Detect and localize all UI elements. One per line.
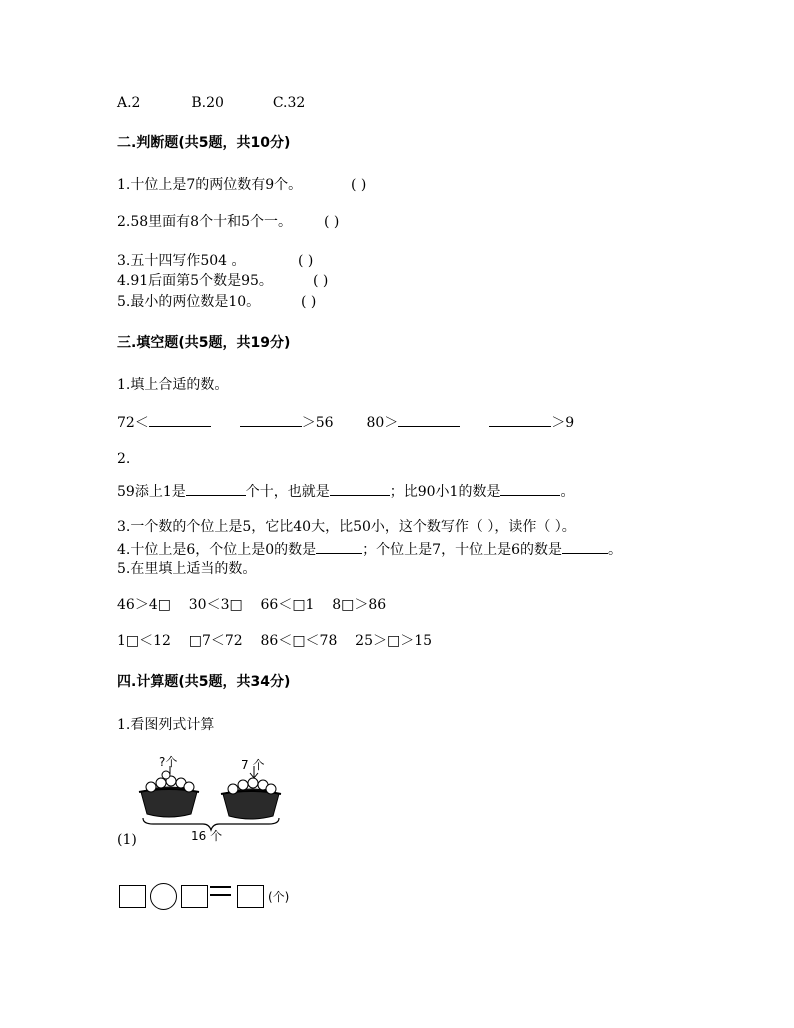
fill-q5-row1: 46＞4□ 30＜3□ 66＜□1 8□＞86: [117, 597, 387, 613]
fill-q2-part2: 个十，也就是: [245, 484, 330, 500]
fill-q1-a-label: 72＜: [117, 415, 149, 431]
calc-q1: 1.看图列式计算: [117, 717, 215, 733]
judge-item-1-paren: ( ): [351, 177, 367, 193]
fill-q5: 5.在里填上适当的数。: [117, 561, 257, 577]
fill-q4-part3: 。: [608, 542, 622, 558]
judge-item-2-text: 2.58里面有8个十和5个一。: [117, 214, 292, 230]
fill-q1: 1.填上合适的数。: [117, 377, 229, 393]
judge-item-3-paren: ( ): [298, 253, 314, 269]
section4-title: 四.计算题(共5题，共34分): [117, 674, 291, 690]
fill-q2-blank3[interactable]: [500, 481, 560, 496]
answer-box-3[interactable]: [237, 885, 264, 908]
judge-item-2-paren: ( ): [324, 214, 340, 230]
fill-q2-label: 2.: [117, 451, 131, 467]
left-count-label: ?个: [159, 755, 178, 769]
judge-item-3-text: 3.五十四写作504 。: [117, 253, 246, 269]
judge-item-4: [117, 272, 329, 290]
fill-q2-part3: ；比90小1的数是: [389, 484, 501, 500]
fill-q1-d-blank[interactable]: [489, 412, 551, 427]
fill-q1-b-blank[interactable]: [240, 412, 302, 427]
section3-title: 三.填空题(共5题，共19分): [117, 335, 291, 351]
fill-q4-blank2[interactable]: [562, 539, 608, 554]
fill-q1-c-label: 80＞: [366, 415, 399, 431]
choice-c: C.32: [272, 95, 306, 111]
fill-q4: [117, 539, 622, 559]
judge-item-2: [117, 213, 340, 231]
answer-box-2[interactable]: [181, 885, 208, 908]
unit-label: (个): [268, 890, 290, 904]
fill-q4-blank1[interactable]: [316, 539, 362, 554]
fill-q4-part2: ；个位上是7，十位上是6的数是: [362, 542, 562, 558]
section2-title: 二.判断题(共5题，共10分): [117, 135, 291, 151]
fill-q2-text: [117, 481, 574, 501]
fill-q1-a-blank[interactable]: [149, 412, 211, 427]
judge-item-5-paren: ( ): [301, 294, 317, 310]
judge-item-3: [117, 252, 314, 270]
fill-q4-part1: 4.十位上是6，个位上是0的数是: [117, 542, 317, 558]
judge-item-1-text: 1.十位上是7的两位数有9个。: [117, 177, 303, 193]
fill-q3: 3.一个数的个位上是5，它比40大，比50小，这个数写作（ ），读作（ ）。: [117, 519, 576, 535]
total-count-label: 16 个: [191, 829, 223, 843]
choices-row: [117, 94, 305, 112]
choice-a: A.2: [117, 95, 141, 111]
judge-item-4-paren: ( ): [313, 273, 329, 289]
fill-q1-b-label: ＞56: [301, 415, 334, 431]
fill-q5-row2: 1□＜12 □7＜72 86＜□＜78 25＞□＞15: [117, 633, 433, 649]
fill-q1-c-blank[interactable]: [398, 412, 460, 427]
right-basket-icon: [221, 766, 281, 819]
choice-b: B.20: [191, 95, 224, 111]
fill-q2-part4: 。: [560, 484, 575, 500]
fill-q1-row: [117, 412, 574, 432]
judge-item-5: [117, 293, 317, 311]
equals-sign-icon: [210, 886, 231, 898]
judge-item-5-text: 5.最小的两位数是10。: [117, 294, 261, 310]
judge-item-4-text: 4.91后面第5个数是95。: [117, 273, 273, 289]
fill-q1-d-label: ＞9: [551, 415, 575, 431]
fill-q2-blank1[interactable]: [186, 481, 246, 496]
answer-box-1[interactable]: [119, 885, 146, 908]
operator-circle[interactable]: [150, 883, 177, 910]
left-basket-icon: [139, 766, 199, 817]
fill-q2-part1: 59添上1是: [117, 484, 186, 500]
right-count-label: 7 个: [241, 758, 265, 772]
baskets-figure: [133, 752, 293, 848]
sub-question-label: (1): [117, 832, 137, 848]
judge-item-1: [117, 176, 367, 194]
fill-q2-blank2[interactable]: [330, 481, 390, 496]
